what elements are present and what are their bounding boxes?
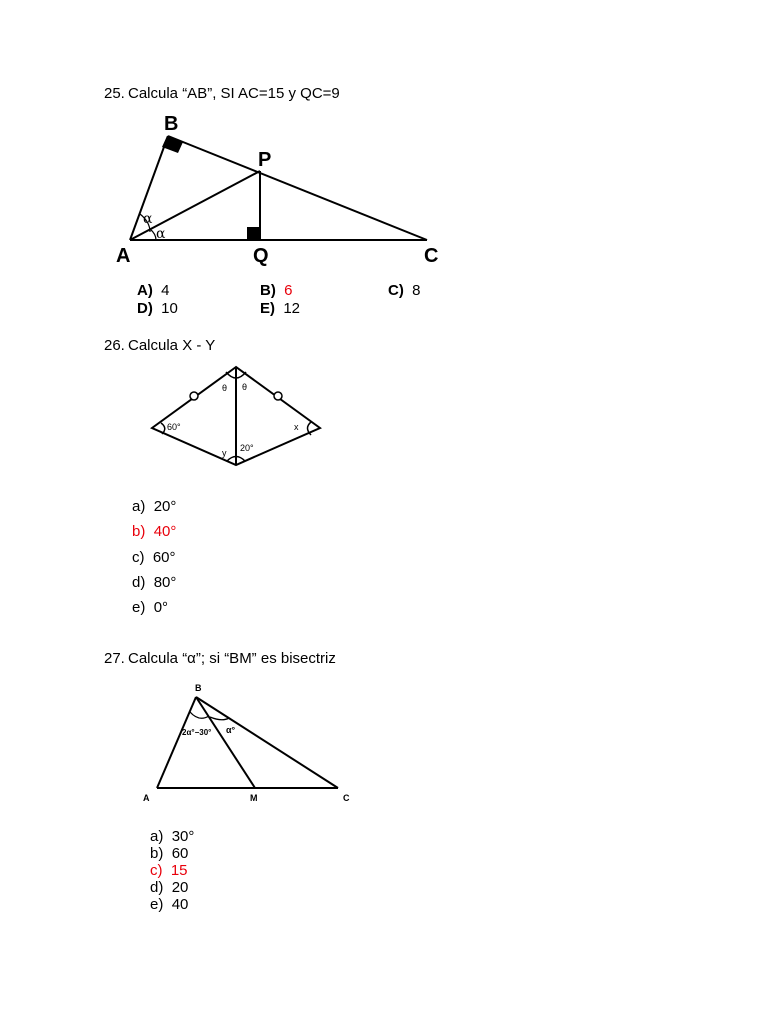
segment-ab	[157, 697, 196, 788]
q27-option-a[interactable]: a) 30°	[150, 828, 195, 845]
segment-bc	[196, 697, 338, 788]
q25-option-c[interactable]: C) 8	[388, 282, 421, 299]
point-label-a: A	[116, 245, 131, 267]
angle-label-alpha-1: α	[143, 211, 153, 227]
point-label-q: Q	[253, 245, 269, 267]
angle-label-x: x	[294, 422, 299, 432]
q27-option-c[interactable]: c) 15	[150, 862, 188, 879]
angle-label-20: 20°	[240, 443, 254, 453]
q25-option-d[interactable]: D) 10	[137, 300, 178, 317]
question-number: 26.	[104, 337, 125, 354]
angle-label-left: 2α°−30°	[182, 728, 212, 737]
question-number: 27.	[104, 650, 125, 667]
question-text: Calcula X - Y	[128, 337, 216, 354]
point-label-b: B	[195, 683, 202, 693]
point-label-a: A	[143, 793, 150, 803]
point-label-c: C	[424, 245, 439, 267]
angle-label-alpha-2: α	[156, 226, 166, 242]
q26-option-a[interactable]: a) 20°	[132, 498, 177, 515]
question-number: 25.	[104, 85, 125, 102]
point-label-m: M	[250, 793, 258, 803]
q25-option-e[interactable]: E) 12	[260, 300, 301, 317]
point-label-c: C	[343, 793, 350, 803]
angle-label-theta-1: θ	[222, 383, 228, 393]
angle-label-theta-2: θ	[242, 382, 248, 392]
q25-option-a[interactable]: A) 4	[137, 282, 170, 299]
point-label-p: P	[258, 149, 272, 171]
point-label-b: B	[164, 113, 179, 135]
question-text: Calcula “AB”, SI AC=15 y QC=9	[128, 85, 340, 102]
q26-option-b[interactable]: b) 40°	[132, 523, 177, 540]
q27-option-e[interactable]: e) 40	[150, 896, 189, 913]
angle-label-right: α°	[226, 725, 236, 735]
q25-option-b[interactable]: B) 6	[260, 282, 293, 299]
q27-option-b[interactable]: b) 60	[150, 845, 189, 862]
question-text: Calcula “α”; si “BM” es bisectriz	[128, 650, 336, 667]
angle-label-60: 60°	[167, 422, 181, 432]
segment-bm	[196, 697, 255, 788]
q26-option-c[interactable]: c) 60°	[132, 549, 176, 566]
angle-label-y: y	[222, 448, 227, 458]
q26-option-d[interactable]: d) 80°	[132, 574, 177, 591]
q26-option-e[interactable]: e) 0°	[132, 599, 169, 616]
q27-option-d[interactable]: d) 20	[150, 879, 189, 896]
